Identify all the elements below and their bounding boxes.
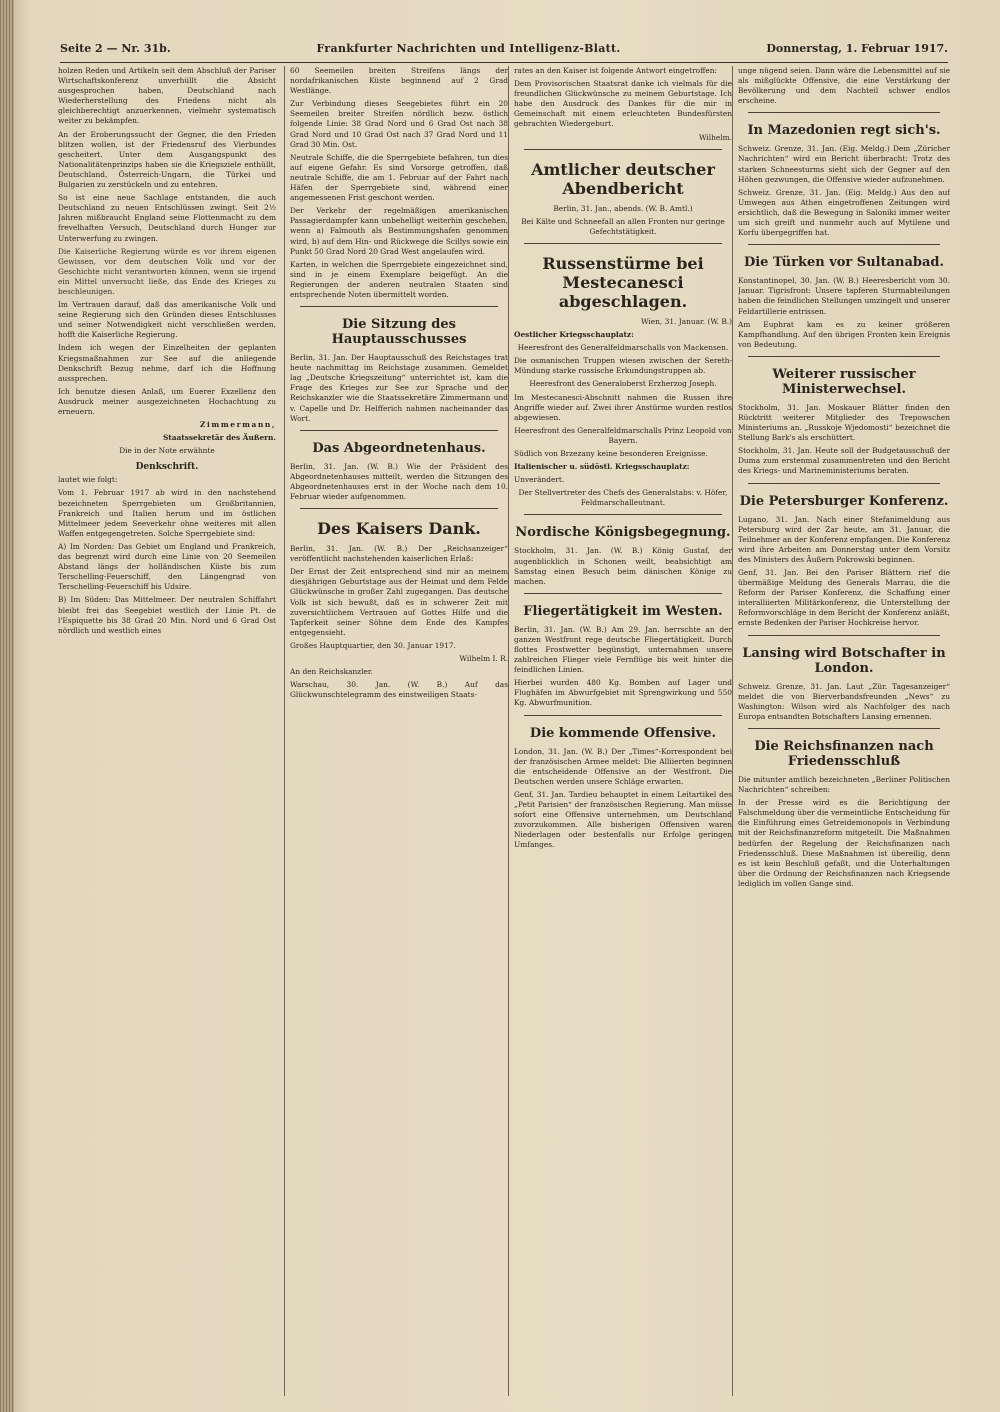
article-paragraph: Indem ich wegen der Einzelheiten der geplanten Kriegsmaßnahmen zur See auf die anliegende Denkschrift Bezug nehme, darf ich die Hoffnung aussprechen. [58, 343, 276, 383]
column-4 [738, 66, 950, 1396]
page-number: Seite 2 — Nr. 31b. [60, 42, 171, 55]
article-paragraph: Dem Provisorischen Staatsrat danke ich vielmals für die freundlichen Glückwünsche zu meinem Geburtstage. Ich habe den Ausdruck des Dankes für die mir in Gemeinschaft mit einem erleuchteten Bundesfürsten gebrachten Wiedergeburt. [514, 79, 732, 129]
article-paragraph: Zur Verbindung dieses Seegebietes führt ein 20 Seemeilen breiter Streifen nördlich bezw. östlich folgende Linie: 38 Grad Nord und 6 Grad Ost nach 38 Grad Nord und 10 Grad Ost nach 37 Grad Nord und 11 Grad 30 Min. Ost. [290, 99, 508, 149]
divider [524, 715, 722, 716]
column-1 [58, 66, 276, 1396]
signature-name: Zimmermann, [200, 420, 276, 430]
divider [524, 514, 722, 515]
article-paragraph: holzen Reden und Artikeln seit dem Abschluß der Pariser Wirtschaftskonferenz unverhüllt die Absicht ausgesprochen haben, Deutschland nach Wiederherstellung des Friedens nicht als gleichberechtigt anzuerkennen, vielmehr systematisch weiter zu bekämpfen. [58, 66, 276, 126]
column-rule [508, 66, 509, 1396]
divider [748, 635, 940, 636]
divider [748, 244, 940, 245]
article-paragraph: Lugano, 31. Jan. Nach einer Stefanimeldung aus Petersburg wird der Zar heute, am 31. Januar, die Teilnehmer an der Konferenz empfangen. Die Konferenz wird ihre Arbeiten am Donnerstag unter dem Vorsitz des Ministers des Äußern Pokrowski beginnen. [738, 514, 950, 564]
article-paragraph: In der Presse wird es die Berichtigung der Falschmeldung über die vermeintliche Entscheidung für die Einführung eines Getreidemonopols in Verbindung mit der Reichsfinanzreform mitgeteilt. Die Maßnahmen bedürfen der Regelung der Reichsfinanzen nach Friedensschluß. Diese Maßnahmen ist übereilig, denn es ist kein Beschluß gefaßt, und die Unterhaltungen über die Ordnung der Reichsfinanzen nach Kriegsende lediglich im vollen Gange sind. [738, 798, 950, 888]
article-headline: Die Reichsfinanzen nach Friedensschluß [754, 738, 934, 769]
subheading: Heeresfront des Generaloberst Erzherzog Joseph. [529, 379, 717, 389]
article-headline: In Mazedonien regt sich's. [747, 123, 941, 139]
article-paragraph: Warschau, 30. Jan. (W. B.) Auf das Glückwunschtelegramm des einstweiligen Staats- [290, 680, 508, 700]
column-3 [514, 66, 732, 1396]
article-paragraph: Im Vertrauen darauf, daß das amerikanische Volk und seine Regierung sich den Gründen dieses Entschlusses und seiner Notwendigkeit nicht verschließen werden, hofft die Kaiserliche Regierung. [58, 300, 276, 340]
article-paragraph: A) Im Norden: Das Gebiet um England und Frankreich, das begrenzt wird durch eine Linie von 20 Seemeilen Abstand längs der holländischen Küste bis zum Terschelling-Feuerschiff, den Längengrad von Terschelling-Feuerschiff bis Udsire. [58, 541, 276, 592]
article-paragraph: Im Mestecanesci-Abschnitt nahmen die Russen ihre Angriffe wieder auf. Zwei ihrer Anstürme wurden restlos abgewiesen. [514, 392, 732, 422]
article-paragraph: Genf, 31. Jan. Bei den Pariser Blättern rief die übermäßige Meldung des Generals Marrau, die die Reform der Pariser Konferenz, die Schaffung einer interalliierten Militärkonferenz, die Unterstellung der Reformvorschläge in dem Bericht der Konferenz anläßt, ernste Bedenken der Pariser Hochkreise hervor. [738, 568, 950, 628]
dateline: Großes Hauptquartier, den 30. Januar 1917. [290, 640, 456, 650]
article-paragraph: Schweiz. Grenze, 31. Jan. Laut „Zür. Tagesanzeiger“ meldet die von Bierverbandsfreunden „News“ zu Washington: Wilson wird als Nachfolger des nach Europa entsandten Botschafters Lansing ernennen. [738, 681, 950, 721]
article-headline: Lansing wird Botschafter in London. [742, 645, 946, 676]
article-paragraph: Genf, 31. Jan. Tardieu behauptet in einem Leitartikel des „Petit Parisien“ der französischen Regierung. Man müsse sofort eine Offensive unternehmen, um Deutschland zuvorzukommen. Alle bisherigen Offensiven waren Niederlagen oder bestenfalls nur Erfolge geringen Umfanges. [514, 789, 732, 850]
article-headline: Nordische Königsbegegnung. [515, 525, 731, 541]
article-headline: Die kommende Offensive. [529, 725, 717, 741]
article-paragraph: Berlin, 31. Jan. (W. B.) Der „Reichsanzeiger“ veröffentlicht nachstehenden kaiserlichen Erlaß: [290, 544, 508, 564]
addressee: An den Reichskanzler. [290, 667, 373, 677]
page-header [60, 42, 948, 63]
article-paragraph: Die mitunter amtlich bezeichneten „Berliner Politischen Nachrichten“ schreiben: [738, 774, 950, 795]
signature: Wilhelm. [698, 132, 732, 142]
divider [748, 483, 940, 484]
article-paragraph: Vom 1. Februar 1917 ab wird in den nachstehend bezeichneten Sperrgebieten um Großbritannien, Frankreich und Italien herum und im östlichen Mittelmeer jedem Seeverkehr ohne weiteres mit allen Waffen entgegengetreten. Solche Sperrgebiete sind: [58, 488, 276, 538]
article-headline: Amtlicher deutscher Abendbericht [531, 159, 715, 198]
article-headline: Des Kaisers Dank. [317, 519, 481, 539]
article-paragraph: 60 Seemeilen breiten Streifens längs der nordafrikanischen Küste beginnend auf 2 Grad Westlänge. [290, 66, 508, 96]
divider [300, 306, 498, 307]
subheading: Heeresfront des Generalfeldmarschalls von Mackensen. [517, 343, 729, 353]
article-paragraph: So ist eine neue Sachlage entstanden, die auch Deutschland zu neuen Entschlüssen zwingt. Seit 2½ Jahren mißbraucht England seine Flottenmacht zu dem frevelhaften Versuch, Deutschland durch Hunger zur Unterwerfung zu zwingen. [58, 193, 276, 243]
article-paragraph: Unverändert. [514, 475, 565, 485]
subheading: Oestlicher Kriegsschauplatz: [514, 330, 634, 340]
column-rule [284, 66, 285, 1396]
article-headline: Die Türken vor Sultanabad. [743, 255, 945, 271]
article-paragraph: Karten, in welchen die Sperrgebiete eingezeichnet sind, sind in je einem Exemplare beigefügt. An die Regierungen der anderen neutralen Staaten sind entsprechende Noten übermittelt worden. [290, 259, 508, 299]
article-paragraph: Am Euphrat kam es zu keiner größeren Kampfhandlung. Auf den übrigen Fronten kein Ereignis von Bedeutung. [738, 319, 950, 349]
article-paragraph: Berlin, 31. Jan. (W. B.) Am 29. Jan. herrschte an der ganzen Westfront rege deutsche Fliegertätigkeit. Durch flottes Frostwetter begünstigt, unternahmen unsere zahlreichen Flieger viele Fernflüge bis weit hinter die feindlichen Linien. [514, 624, 732, 675]
divider [748, 112, 940, 113]
article-paragraph: Berlin, 31. Jan. (W. B.) Wie der Präsident des Abgeordnetenhauses mitteilt, werden die Sitzungen des Abgeordnetenhauses erst in der Woche nach dem 10. Februar wieder aufgenommen. [290, 461, 508, 501]
article-paragraph: London, 31. Jan. (W. B.) Der „Times“-Korrespondent bei der französischen Armee meldet: Die Alliierten beginnen die entscheidende Offensive an der Westfront. Die Deutschen werden unsere Schläge erwarten. [514, 746, 732, 786]
column-2 [290, 66, 508, 1396]
article-paragraph: Südlich von Brzezany keine besonderen Ereignisse. [514, 448, 708, 458]
signature: Der Stellvertreter des Chefs des Generalstabs: v. Höfer, Feldmarschalleutnant. [518, 488, 728, 508]
article-paragraph: Hierbei wurden 480 Kg. Bomben auf Lager und Flughäfen im Abwurfgebiet mit Sprengwirkung und 550 Kg. Abwurfmunition. [514, 678, 732, 708]
dateline: Berlin, 31. Jan., abends. (W. B. Amtl.) [553, 203, 693, 213]
article-paragraph: Der Ernst der Zeit entsprechend sind mir an meinem diesjährigen Geburtstage aus der Heimat und dem Felde Glückwünsche in großer Zahl zugegangen. Das deutsche Volk ist sich bewußt, daß es in schwerer Zeit mit zuversichtlichem Vertrauen auf Gottes Hilfe und die Tapferkeit seiner Söhne dem Ende des Kampfes entgegensieht. [290, 567, 508, 637]
article-paragraph: Schweiz. Grenze, 31. Jan. (Eig. Meldg.) Aus den auf Umwegen aus Athen eingetroffenen Zeitungen wird ersichtlich, daß die Bewegung in Saloniki immer weiter um sich greift und nunmehr auch auf Mytilene und Korfu übergegriffen hat. [738, 187, 950, 238]
note-intro: lautet wie folgt: [58, 475, 118, 485]
divider [300, 508, 498, 509]
article-paragraph: Stockholm, 31. Jan. (W. B.) König Gustaf, der augenblicklich in Schonen weilt, beabsichtigt am Samstag einen Besuch beim dänischen Könige zu machen. [514, 546, 732, 586]
article-headline: Weiterer russischer Ministerwechsel. [772, 366, 916, 397]
masthead: Frankfurter Nachrichten und Intelligenz-Blatt. [316, 42, 621, 55]
column-rule [732, 66, 733, 1396]
divider [524, 243, 722, 244]
article-paragraph: Stockholm, 31. Jan. Moskauer Blätter finden den Rücktritt weiterer Mitglieder des Trepowschen Ministeriums an. „Russkoje Wjedomosti“ bezeichnet die Stellung Bark's als erschüttert. [738, 402, 950, 443]
divider [748, 728, 940, 729]
article-paragraph: B) Im Süden: Das Mittelmeer. Der neutralen Schiffahrt bleibt frei das Seegebiet westlich der Linie Pt. de l'Espiquette bis 38 Grad 20 Min. Nord und 6 Grad Ost nördlich und westlich eines [58, 595, 276, 635]
article-paragraph: Die osmanischen Truppen wiesen zwischen der Sereth-Mündung starke russische Erkundungstruppen ab. [514, 356, 732, 376]
article-paragraph: Bei Kälte und Schneefall an allen Fronten nur geringe Gefechtstätigkeit. [521, 216, 725, 236]
article-paragraph: Die Kaiserliche Regierung würde es vor ihrem eigenen Gewissen, vor dem deutschen Volk und vor der Geschichte nicht verantworten können, wenn sie irgend ein Mittel unversucht ließe, das Ende des Krieges zu beschleunigen. [58, 246, 276, 296]
book-binding-edge [0, 0, 14, 1412]
issue-date: Donnerstag, 1. Februar 1917. [766, 42, 948, 55]
article-paragraph: Der Verkehr der regelmäßigen amerikanischen Passagierdampfer kann unbehelligt weiterhin geschehen, wenn a) Falmouth als Bestimmungshafen genommen wird, b) auf dem Hin- und Rückwege die Scillys sowie ein Punkt 50 Grad Nord 20 Grad West angelaufen wird. [290, 206, 508, 256]
article-paragraph: rates an den Kaiser ist folgende Antwort eingetroffen: [514, 66, 717, 75]
article-paragraph: Ich benutze diesen Anlaß, um Euerer Exzellenz den Ausdruck meiner ausgezeichneten Hochachtung zu erneuern. [58, 386, 276, 416]
article-headline: Die Petersburger Konferenz. [739, 493, 949, 509]
note-intro: Die in der Note erwähnte [119, 446, 215, 456]
signature-title: Staatssekretär des Äußern. [162, 433, 276, 443]
divider [524, 149, 722, 150]
article-headline: Das Abgeordnetenhaus. [312, 440, 486, 456]
subheading: Italienischer u. südöstl. Kriegsschauplatz: [514, 462, 690, 472]
article-paragraph: Berlin, 31. Jan. Der Hauptausschuß des Reichstages trat heute nachmittag im Reichstage zusammen. Gemeldet lag „Deutsche Kriegszeitung“ unterrichtet ist, kam die Frage des Krieges zur See zur Sprache und der Reichskanzler wie die Staatssekretäre Zimmermann und v. Capelle und Dr. Helfferich nahmen nacheinander das Wort. [290, 353, 508, 423]
article-paragraph: Schweiz. Grenze, 31. Jan. (Eig. Meldg.) Dem „Züricher Nachrichten“ wird ein Bericht überbracht: Trotz des starken Schneesturms sieht sich der Gegner auf den Höhen gezwungen, die Offensive wieder aufzunehmen. [738, 144, 950, 184]
article-paragraph: unge nügend seien. Dann wäre die Lebensmittel auf sie als mißglückte Offensive, die eine Verstärkung der Bevölkerung und dem Nachteil schwer endlos erscheine. [738, 66, 950, 106]
subheading: Heeresfront des Generalfeldmarschalls Prinz Leopold von Bayern. [514, 425, 732, 445]
article-paragraph: Konstantinopel, 30. Jan. (W. B.) Heeresbericht vom 30. Januar. Tigrisfront: Unsere tapferen Sturmabteilungen haben die feindlichen Stellungen umzingelt und unserer Feldartillerie entrissen. [738, 276, 950, 316]
article-paragraph: Neutrale Schiffe, die die Sperrgebiete befahren, tun dies auf eigene Gefahr. Es sind Vorsorge getroffen, daß neutrale Schiffe, die am 1. Februar auf der Fahrt nach Häfen der Sperrgebiete sind, während einer angemessenen Frist geschont werden. [290, 152, 508, 203]
article-headline: Fliegertätigkeit im Westen. [523, 603, 723, 619]
section-heading: Denkschrift. [135, 462, 199, 473]
article-headline: Die Sitzung des Hauptausschusses [331, 317, 467, 348]
divider [524, 593, 722, 594]
signature: Wilhelm I. R. [459, 654, 508, 664]
divider [300, 430, 498, 431]
article-headline: Russenstürme bei Mestecanesci abgeschlagen. [542, 253, 704, 311]
dateline: Wien, 31. Januar. (W. B.) [640, 316, 732, 326]
article-paragraph: Stockholm, 31. Jan. Heute soll der Budgetausschuß der Duma zum erstenmal zusammentreten und den Bericht des Kriegs- und Marineministeriums beraten. [738, 446, 950, 476]
divider [748, 356, 940, 357]
article-paragraph: An der Eroberungssucht der Gegner, die den Frieden blitzen wollen, ist der Friedensruf des Vierbundes gescheitert. Unter dem Ausgangspunkt des Nationalitätenprinzips haben sie die Kriegsziele enthüllt, Deutschland, Österreich-Ungarn, die Türkei und Bulgarien zu zerstückeln und zu entehren. [58, 129, 276, 190]
